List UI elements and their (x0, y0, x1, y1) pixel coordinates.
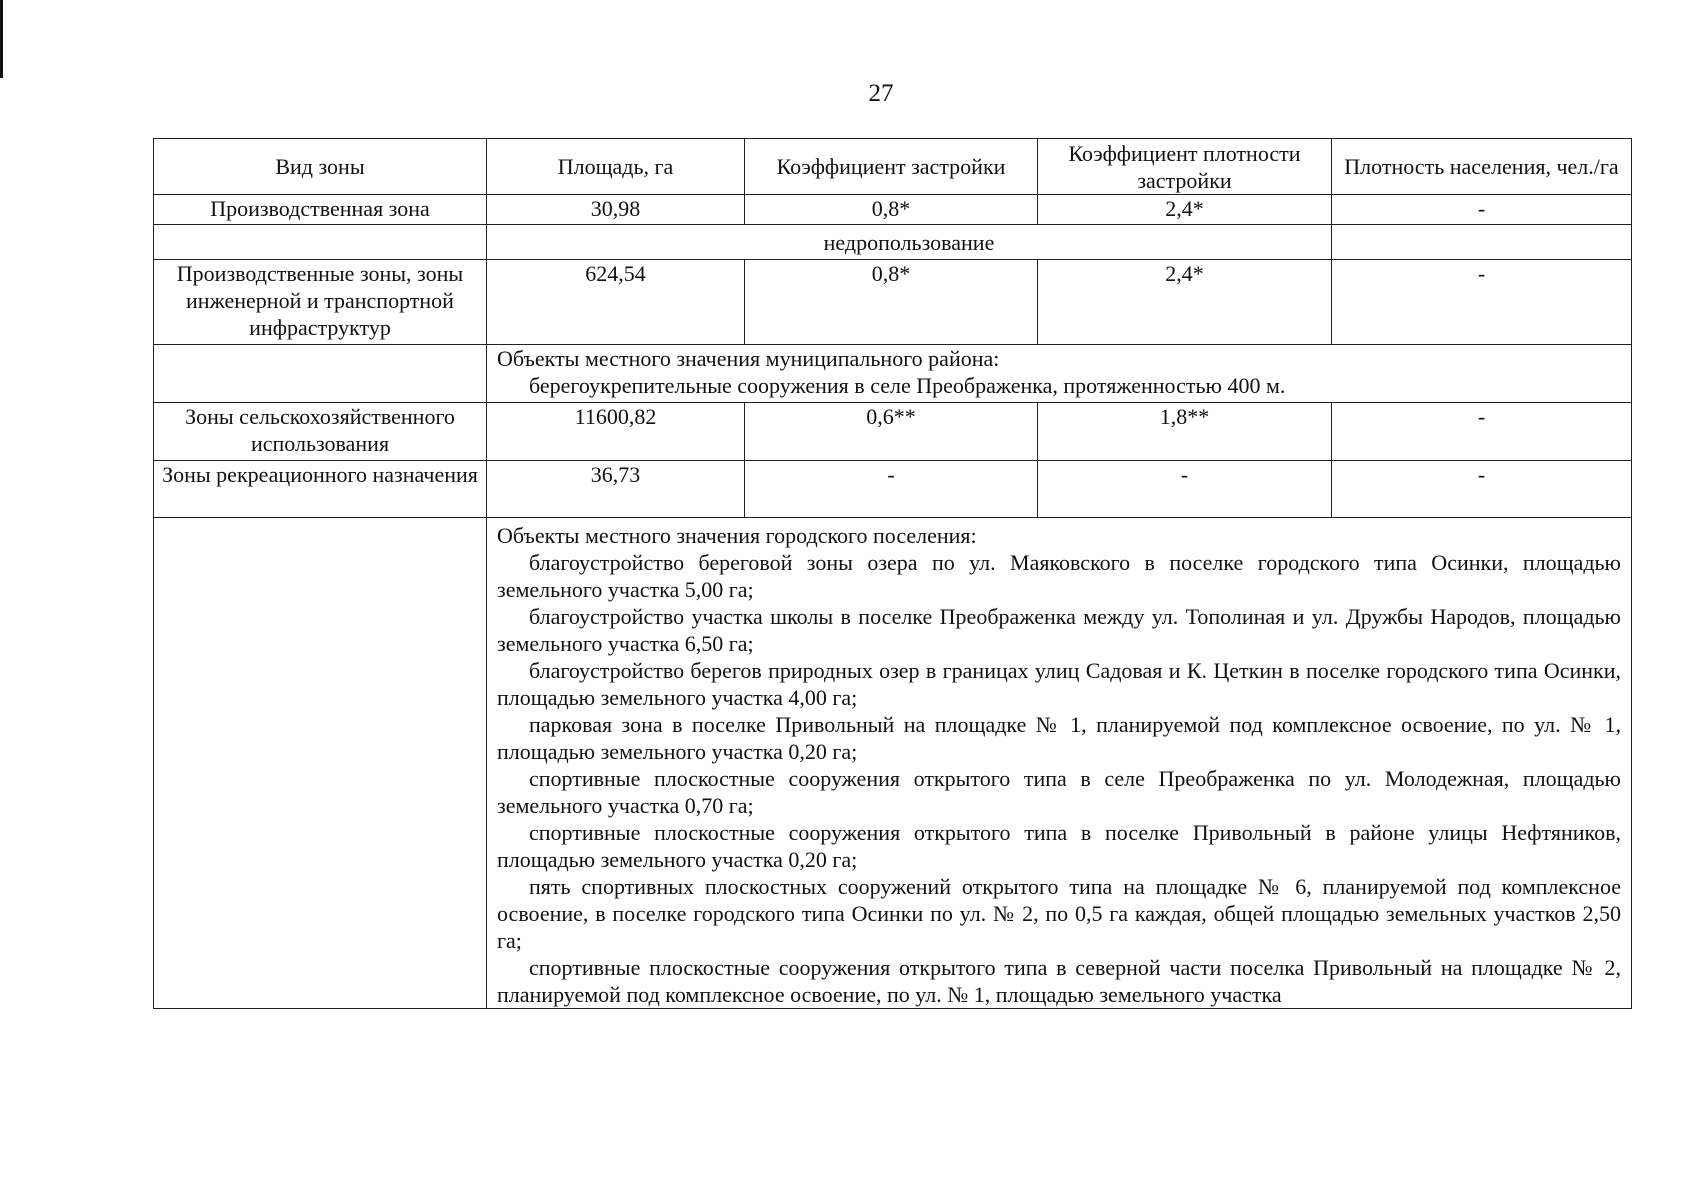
zones-table (153, 138, 1632, 1009)
build-coefficient: 0,8* (745, 195, 1038, 225)
table-row (154, 518, 1632, 1009)
table-row (154, 345, 1632, 403)
city-object-item: благоустройство берегов природных озер в границах улиц Садовая и К. Цеткин в поселке городского типа Осинки, площадью земельного участка 4,00 га; (497, 658, 1621, 710)
density-coefficient: 2,4* (1038, 260, 1332, 345)
table-header-row (154, 139, 1632, 195)
municipal-objects-item: берегоукрепительные сооружения в селе Преображенка, протяженностью 400 м. (529, 373, 1286, 398)
population-density: - (1332, 260, 1632, 345)
city-objects-title: Объекты местного значения городского поселения: (497, 523, 977, 548)
zone-area: 36,73 (487, 461, 745, 518)
zone-area: 624,54 (487, 260, 745, 345)
city-objects-cell (487, 518, 1632, 1009)
density-coefficient: 2,4* (1038, 195, 1332, 225)
zone-name: Производственная зона (154, 195, 487, 225)
header-build-coefficient: Коэффициент застройки (745, 139, 1038, 195)
density-coefficient: - (1038, 461, 1332, 518)
city-object-item: парковая зона в поселке Привольный на площадке № 1, планируемой под комплексное освоение, по ул. № 1, площадью земельного участка 0,20 га; (497, 712, 1621, 764)
empty-cell (1332, 225, 1632, 260)
page-number: 27 (868, 80, 894, 107)
city-object-item: пять спортивных плоскостных сооружений открытого типа на площадке № 6, планируемой под комплексное освоение, в поселке городского типа Осинки по ул. № 2, по 0,5 га каждая, общей площадью земельных участков 2,50 га; (497, 874, 1621, 953)
table-row (154, 195, 1632, 225)
population-density: - (1332, 461, 1632, 518)
population-density: - (1332, 403, 1632, 461)
table-row (154, 461, 1632, 518)
build-coefficient: - (745, 461, 1038, 518)
zone-name: Зоны рекреационного назначения (154, 461, 487, 518)
header-density-coefficient: Коэффициент плотности застройки (1038, 139, 1332, 195)
header-population-density: Плотность населения, чел./га (1332, 139, 1632, 195)
zone-area: 11600,82 (487, 403, 745, 461)
empty-cell (154, 345, 487, 403)
municipal-objects-cell (487, 345, 1632, 403)
city-object-item: благоустройство участка школы в поселке Преображенка между ул. Тополиная и ул. Дружбы Народов, площадью земельного участка 6,50 га; (497, 604, 1621, 656)
empty-cell (154, 518, 487, 1009)
zone-name: Производственные зоны, зоны инженерной и транспортной инфраструктур (154, 260, 487, 345)
table-row (154, 260, 1632, 345)
build-coefficient: 0,6** (745, 403, 1038, 461)
municipal-objects-title: Объекты местного значения муниципального района: (497, 346, 1000, 371)
density-coefficient: 1,8** (1038, 403, 1332, 461)
table-row (154, 403, 1632, 461)
header-zone-type: Вид зоны (154, 139, 487, 195)
population-density: - (1332, 195, 1632, 225)
zone-area: 30,98 (487, 195, 745, 225)
city-object-item: спортивные плоскостные сооружения открытого типа в северной части поселка Привольный на площадке № 2, планируемой под комплексное освоение, по ул. № 1, площадью земельного участка (497, 955, 1621, 1007)
zone-name: Зоны сельскохозяйственного использования (154, 403, 487, 461)
header-area: Площадь, га (487, 139, 745, 195)
city-object-item: благоустройство береговой зоны озера по ул. Маяковского в поселке городского типа Осинки, площадью земельного участка 5,00 га; (497, 550, 1621, 602)
city-object-item: спортивные плоскостные сооружения открытого типа в селе Преображенка по ул. Молодежная, площадью земельного участка 0,70 га; (497, 766, 1621, 818)
empty-cell (154, 225, 487, 260)
city-object-item: спортивные плоскостные сооружения открытого типа в поселке Привольный в районе улицы Нефтяников, площадью земельного участка 0,20 га; (497, 820, 1621, 872)
table-row (154, 225, 1632, 260)
scan-edge-mark (0, 0, 3, 78)
subsoil-use-cell: недропользование (487, 225, 1332, 260)
build-coefficient: 0,8* (745, 260, 1038, 345)
